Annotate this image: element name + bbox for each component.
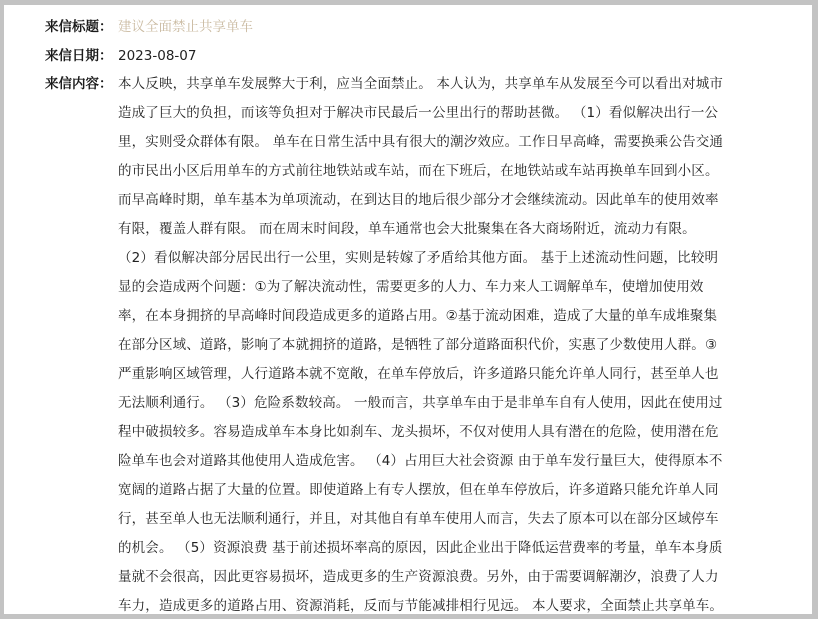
letter-date-row (45, 42, 196, 71)
content-line: 有限，覆盖人群有限。 而在周末时间段，单车通常也会大批聚集在各大商场附近，流动力有限。 (118, 221, 696, 237)
content-line: （2）看似解决部分居民出行一公里，实则是转嫁了矛盾给其他方面。 基于上述流动性问题，比较明 (118, 250, 719, 266)
content-line: 程中破损较多。容易造成单车本身比如刹车、龙头损坏，不仅对使用人具有潜在的危险，使用潜在危 (118, 424, 719, 440)
content-line: 造成了巨大的负担，而该等负担对于解决市民最后一公里出行的帮助甚微。 （1）看似解决出行一公 (118, 105, 719, 121)
content-line: 车力，造成更多的道路占用、资源消耗，反而与节能减排相行见远。 本人要求，全面禁止共享单车。 (118, 598, 724, 614)
content-line: 险单车也会对道路其他使用人造成危害。 （4）占用巨大社会资源 由于单车发行量巨大，使得原本不 (118, 453, 723, 469)
content-line: 本人反映，共享单车发展弊大于利，应当全面禁止。 本人认为，共享单车从发展至今可以看出对城市 (118, 76, 724, 92)
date-value: 2023-08-07 (118, 48, 197, 64)
letter-content-row (45, 70, 790, 621)
date-label: 来信日期： (45, 48, 113, 64)
content-line: 行，甚至单人也无法顺利通行，并且，对其他自有单车使用人而言，失去了原本可以在部分区域停车 (118, 511, 719, 527)
title-label: 来信标题： (45, 19, 113, 35)
content-line: 而早高峰时期，单车基本为单项流动，在到达目的地后很少部分才会继续流动。因此单车的使用效率 (118, 192, 719, 208)
content-line: 严重影响区域管理，人行道路本就不宽敞，在单车停放后，许多道路只能允许单人同行，甚至单人也 (118, 366, 719, 382)
content-body (118, 70, 790, 621)
content-line: 量就不会很高，因此更容易损坏，造成更多的生产资源浪费。另外，由于需要调解潮汐，浪费了人力 (118, 569, 719, 585)
content-line: 显的会造成两个问题：①为了解决流动性，需要更多的人力、车力来人工调解单车，使增加使用效 (118, 279, 704, 295)
content-line: 的机会。 （5）资源浪费 基于前述损坏率高的原因，因此企业出于降低运营费率的考量，单车本身质 (118, 540, 723, 556)
content-label: 来信内容： (45, 76, 113, 92)
content-line: 宽阔的道路占据了大量的位置。即使道路上有专人摆放，但在单车停放后，许多道路只能允许单人同 (118, 482, 719, 498)
content-line: 的市民出小区后用单车的方式前往地铁站或车站，而在下班后，在地铁站或车站再换单车回到小区。 (118, 163, 719, 179)
letter-title-row (45, 13, 253, 42)
title-value: 建议全面禁止共享单车 (118, 19, 253, 35)
content-line: 无法顺利通行。 （3）危险系数较高。 一般而言，共享单车由于是非单车自有人使用，因此在使用过 (118, 395, 723, 411)
content-line: 在部分区域、道路，影响了本就拥挤的道路，是牺牲了部分道路面积代价，实惠了少数使用人群。③ (118, 337, 718, 353)
content-line: 里，实则受众群体有限。 单车在日常生活中具有很大的潮汐效应。工作日早高峰，需要换乘公告交通 (118, 134, 724, 150)
content-line: 率，在本身拥挤的早高峰时间段造成更多的道路占用。②基于流动困难，造成了大量的单车成堆聚集 (118, 308, 718, 324)
